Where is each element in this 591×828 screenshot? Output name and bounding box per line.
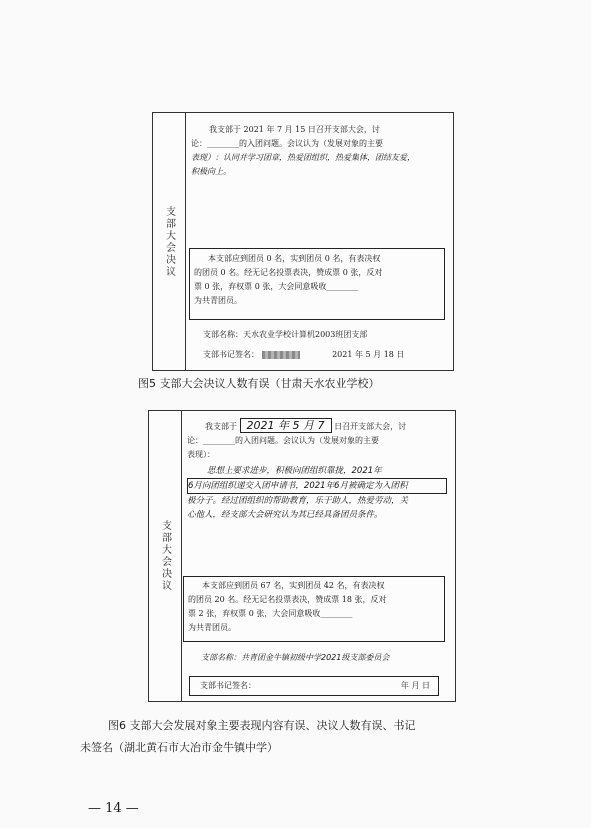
figure5-caption: 图5 支部大会决议人数有误（甘肃天水农业学校） xyxy=(138,377,380,390)
figure6-hw-line3: 极分子。经过团组织的帮助教育，乐于助人，热爱劳动，关 xyxy=(187,496,409,506)
figure6-secretary-box xyxy=(189,676,439,696)
figure6-hw-line1: 思想上要求进步，积极向团组织靠拢，2021年 xyxy=(207,466,382,476)
figure6-vote-line2: 的团员 20 名。经无记名投票表决，赞成票 18 张，反对 xyxy=(188,595,387,604)
figure5-date: 2021 年 5 月 18 日 xyxy=(332,350,405,359)
figure6-line1-pre: 我支部于 xyxy=(205,422,237,431)
figure5-vote-line3: 票 0 张，弃权票 0 张，大会同意吸收________ xyxy=(194,282,359,291)
figure5-form xyxy=(152,112,454,371)
figure6-line3: 表现）： xyxy=(187,450,215,459)
figure5-signature xyxy=(203,328,447,362)
figure5-intro xyxy=(191,123,447,179)
figure5-vote-line2: 的团员 0 名。经无记名投票表决，赞成票 0 张，反对 xyxy=(194,268,383,277)
figure6-vote-line3: 票 2 张，弃权票 0 张，大会同意吸收________ xyxy=(188,609,353,618)
figure5-line1: 我支部于 2021 年 7 月 15 日召开支部大会，讨 xyxy=(209,125,380,134)
figure6-intro xyxy=(187,419,449,462)
figure6-vote-line4: 为共青团员。 xyxy=(188,623,236,632)
figure5-vote-line4: 为共青团员。 xyxy=(194,296,242,305)
figure6-handwriting xyxy=(187,464,449,522)
figure6-side-label: 支部大会决议 xyxy=(149,411,182,701)
page-number: — 14 — xyxy=(88,801,139,816)
figure5-vote-line1: 本支部应到团员 0 名，实到团员 0 名，有表决权 xyxy=(208,254,381,263)
figure6-secretary-date: 年 月 日 xyxy=(400,681,430,690)
figure5-vote-box xyxy=(189,248,445,320)
figure6-vote-box xyxy=(183,576,445,642)
figure6-branch xyxy=(201,651,449,665)
figure5-secretary-redacted xyxy=(262,351,300,359)
figure5-side-label: 支部大会决议 xyxy=(153,113,186,370)
figure6-hw-line4: 心他人，经支部大会研究认为其已经具备团员条件。 xyxy=(187,510,383,520)
figure6-vote-line1: 本支部应到团员 67 名，实到团员 42 名，有表决权 xyxy=(202,581,385,590)
figure6-form xyxy=(148,410,456,702)
figure5-line3: 表现）：认同并学习团章，热爱团组织，热爱集体，团结友爱， xyxy=(191,153,415,162)
figure5-line4: 积极向上。 xyxy=(191,167,231,176)
figure6-caption-line1: 图6 支部大会发展对象主要表现内容有误、决议人数有误、书记 xyxy=(108,719,416,732)
figure5-branch-name: 支部名称：天水农业学校计算机2003班团支部 xyxy=(203,330,368,339)
figure6-date-box: 2021 年 5 月 7 xyxy=(240,418,332,433)
figure6-line2: 论：________的入团问题。会议认为（发展对象的主要 xyxy=(187,436,379,445)
figure6-line1-post: 日召开支部大会，讨 xyxy=(334,422,407,431)
figure6-hw-line2: 6月向团组织递交入团申请书，2021年6月被确定为入团积 xyxy=(187,478,447,494)
figure6-line1 xyxy=(187,419,449,434)
figure6-branch-name: 支部名称：共青团金牛镇初级中学2021级支部委员会 xyxy=(201,653,390,662)
figure6-secretary-label: 支部书记签名： xyxy=(200,681,256,690)
figure5-line2: 论：________的入团问题。会议认为（发展对象的主要 xyxy=(191,139,383,148)
figure5-secretary-label: 支部书记签名： xyxy=(203,350,259,359)
figure6-caption-line2: 未签名（湖北黄石市大冶市金牛镇中学） xyxy=(80,741,278,754)
